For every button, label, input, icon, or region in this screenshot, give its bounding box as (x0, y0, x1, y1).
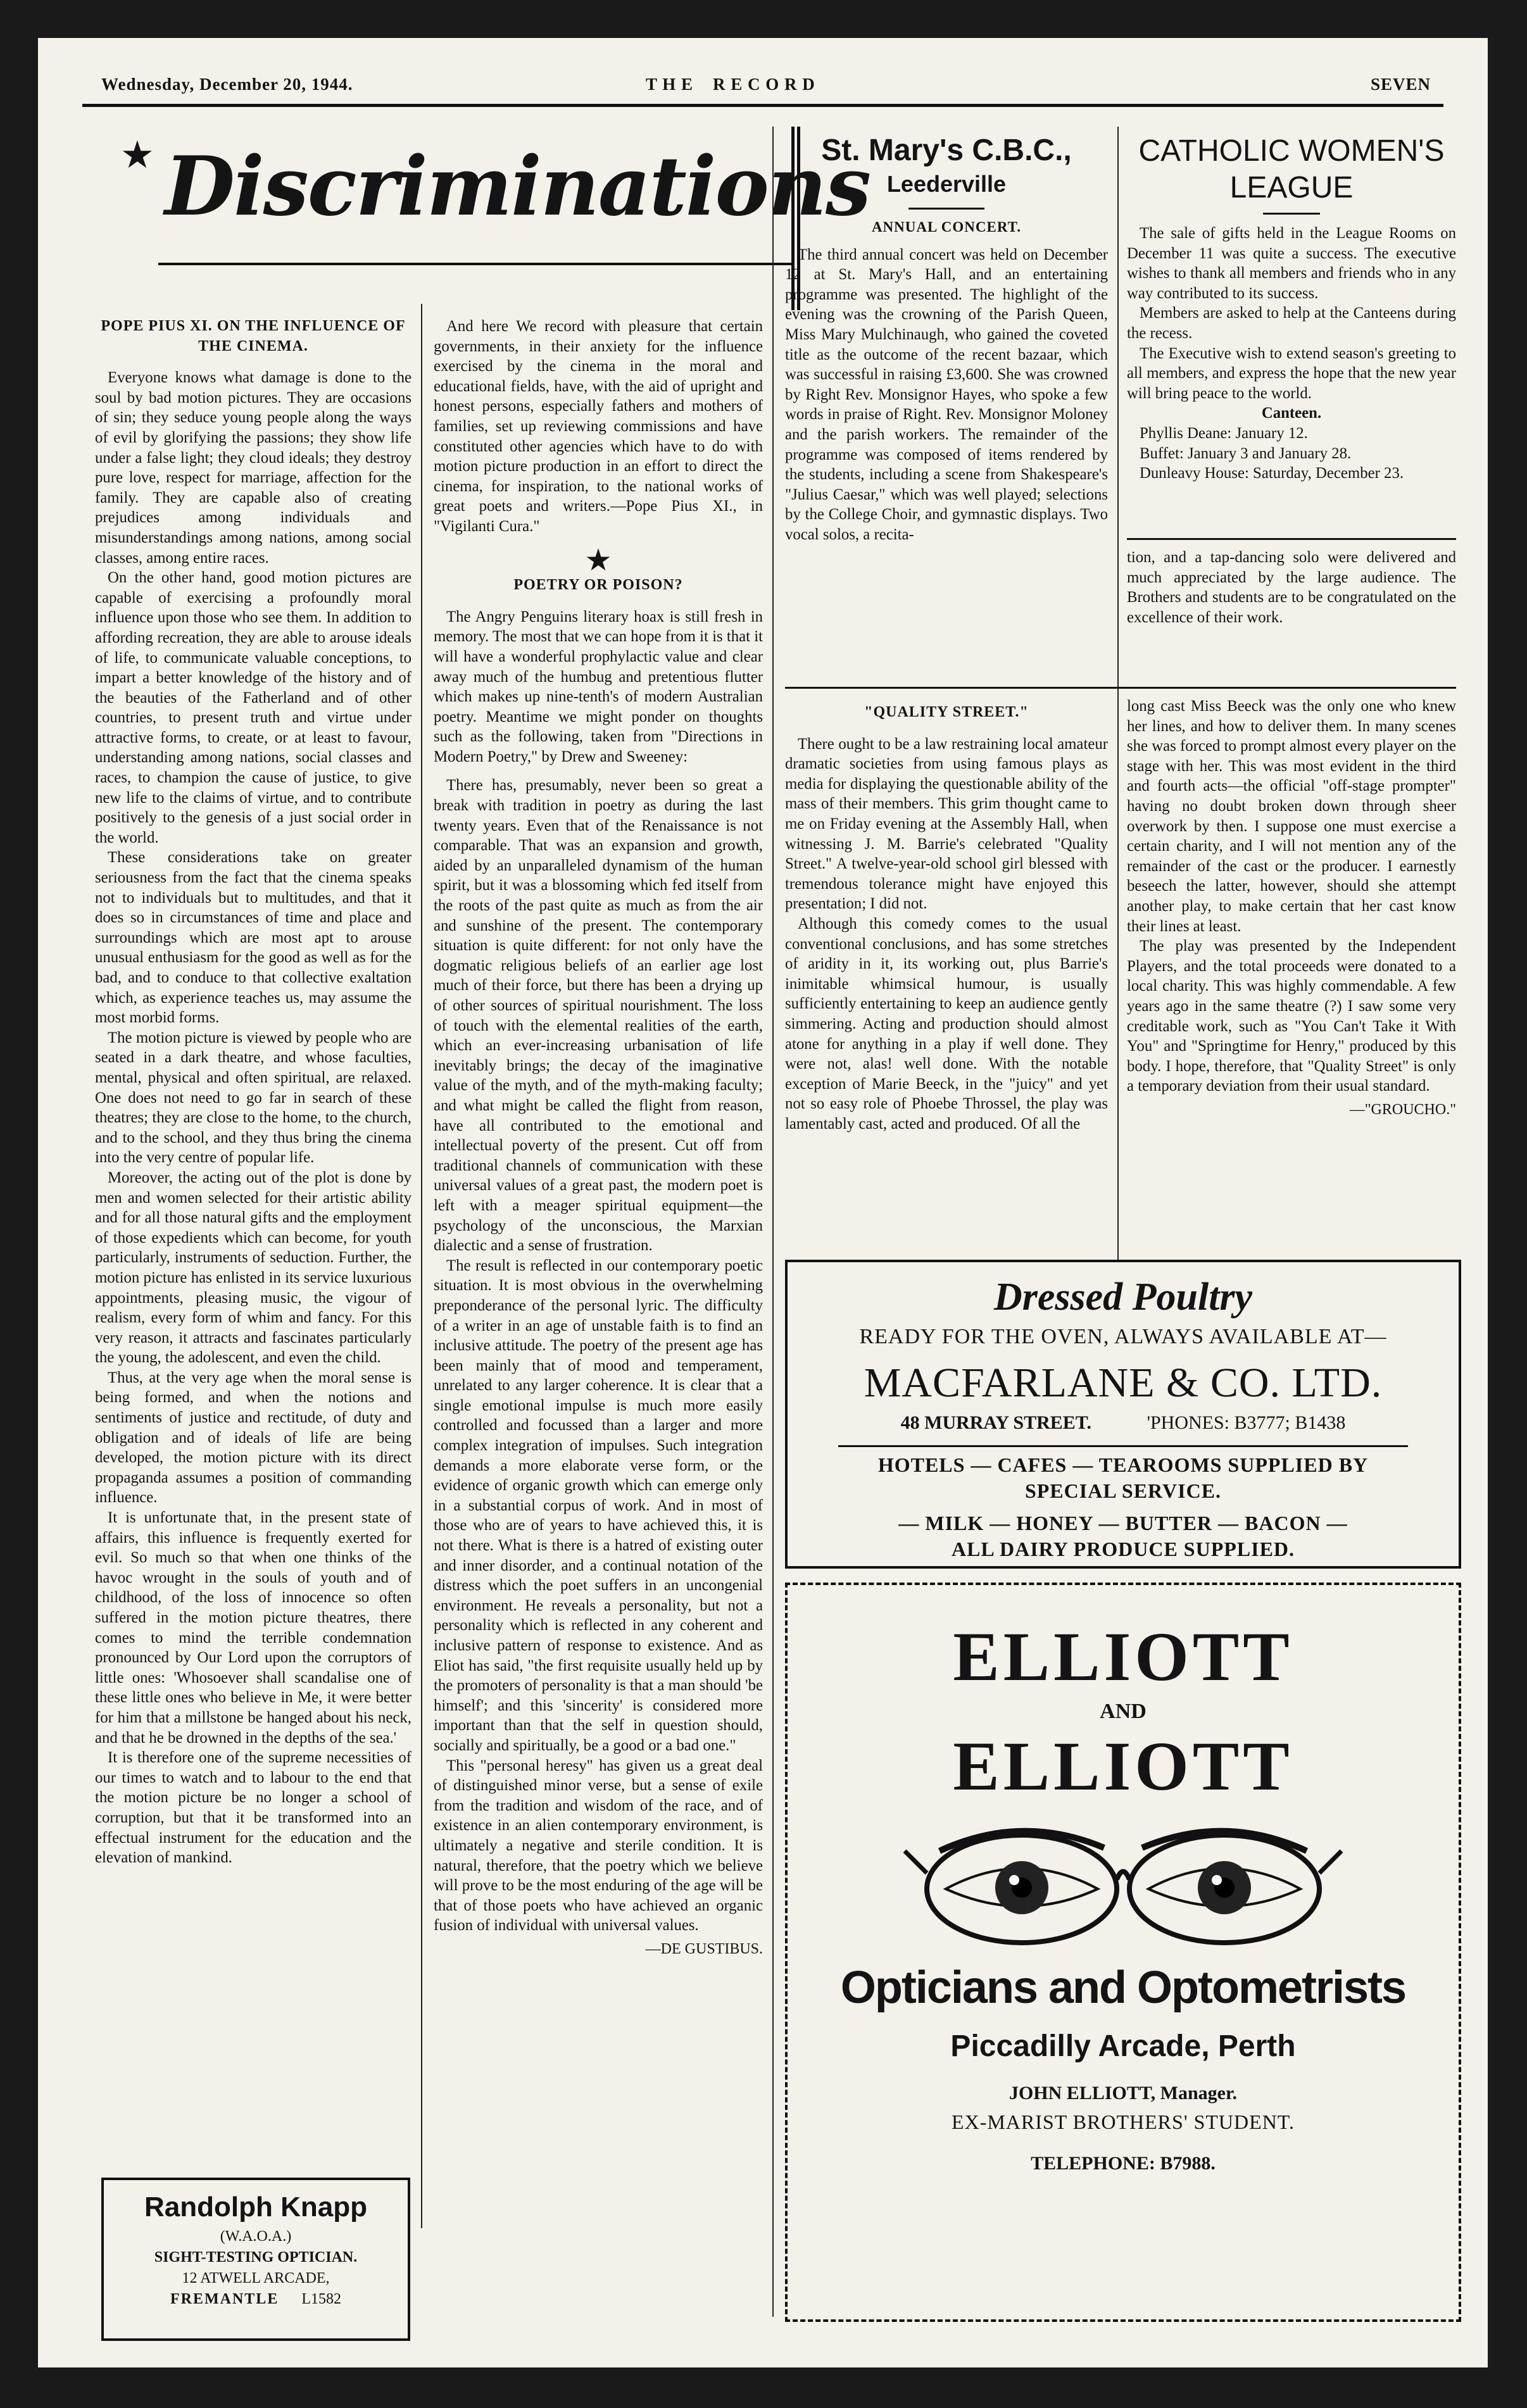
banner-title: Discriminations (165, 139, 870, 234)
cwl-title: CATHOLIC WOMEN'S LEAGUE (1138, 134, 1445, 204)
column-divider (1117, 127, 1119, 1266)
elliott-student: EX-MARIST BROTHERS' STUDENT. (952, 2110, 1295, 2133)
elliott-location: Piccadilly Arcade, Perth (950, 2029, 1296, 2063)
poultry-phones: 'PHONES: B3777; B1438 (1147, 1412, 1346, 1433)
poultry-line: ALL DAIRY PRODUCE SUPPLIED. (951, 1538, 1295, 1560)
elliott-ad (785, 1583, 1461, 2322)
elliott-name: ELLIOTT (953, 1728, 1293, 1805)
poultry-line: — MILK — HONEY — BUTTER — BACON — (898, 1512, 1348, 1534)
cinema-heading: POPE PIUS XI. ON THE INFLUENCE OF THE CINEMA. (101, 318, 406, 354)
section-rule (1127, 538, 1456, 540)
paper-title: T H E R E C O R D (646, 75, 815, 94)
cinema-article-col1 (95, 317, 412, 2222)
cinema-paragraph: And here We record with pleasure that certain governments, in their anxiety for the influence exercised by the cinema in the moral and educational fields, have, with the aid of upright and honest persons, especially fathers and mothers of families, set up reviewing commissions and have constituted other agencies which have to do with motion picture production in an effort to direct the cinema, for inspiration, to the national works of great poets and writers.—Pope Pius XI., in "Vigilanti Cura." (434, 318, 763, 535)
elliott-trade: Opticians and Optometrists (840, 1962, 1406, 2013)
newspaper-page (38, 38, 1488, 2367)
cinema-paragraph: Everyone knows what damage is done to the soul by bad motion pictures. They are occasions of sin; they seduce young people along the ways of evil by glorifying the passions; they show life under a false light; they cloud ideals; they destroy pure love, respect for marriage, affection for the family. They are capable also of creating prejudices among individuals and misunderstandings among nations, among social classes, among entire races. (95, 369, 412, 567)
poetry-paragraph: This "personal heresy" has given us a great deal of distinguished minor verse, but a sense of exile from the tradition and wisdom of the race, and of existence in an alien contemporary environment, is ultimately a negative and sterile condition. It is natural, therefore, that the poetry which we believe will prove to be the most enduring of the age will be that of those poets who have achieved an organic fusion of individual with universal values. (434, 1757, 763, 1935)
cwl-paragraph: The sale of gifts held in the League Rooms on December 11 was quite a success. The executive wishes to thank all members and friends who in any way contributed to its success. (1127, 225, 1456, 302)
cbc-article (785, 133, 1108, 684)
discriminations-banner (95, 127, 870, 317)
cinema-paragraph: Moreover, the acting out of the plot is done by men and women selected for their artistic ability and for all those natural gifts and the employment of those expedients which can become, for youth particularly, instruments of seduction. Further, the motion picture has enlisted in its service luxurious appointments, pleasing music, the vigour of realism, every form of whim and fancy. For this very reason, it attracts and fascinates particularly the young, the adolescent, and even the child. (95, 1169, 412, 1367)
cwl-canteen-heading: Canteen. (1261, 404, 1322, 422)
poetry-paragraph: The Angry Penguins literary hoax is still fresh in memory. The most that we can hope from it is that it will have a wonderful prophylactic value and clear away much of the humbug and pretentious flutter which makes up nine-tenth's of modern Australian poetry. Meantime we might ponder on thoughts such as the following, taken from "Directions in Modern Poetry," by Drew and Sweeney: (434, 608, 763, 765)
elliott-telephone: TELEPHONE: B7988. (1031, 2153, 1216, 2174)
cbc-continued-text: tion, and a tap-dancing solo were delivered and much appreciated by the large audience. The Brothers and students are to be congratulated on the excellence of their work. (1127, 549, 1456, 626)
knapp-title: SIGHT-TESTING OPTICIAN. (154, 2249, 358, 2266)
cinema-paragraph: These considerations take on greater seriousness from the fact that the cinema speaks not to individuals but to multitudes, and that it does so in circumstances of time and place and surroundings which are most apt to arouse unusual enthusiasm for the good as well as for the bad, and to conduce to that collective exaltation which, as experience teaches us, may assume the most morbid forms. (95, 849, 412, 1027)
cbc-title: St. Mary's C.B.C., (821, 134, 1072, 167)
poetry-paragraph: The result is reflected in our contemporary poetic situation. It is most obvious in the overwhelming preponderance of the personal lyric. The difficulty of a writer in an age of unstable faith is to find an inclusive attitude. The poetry of the present age has been mainly that of mood and temperament, unrelated to any larger coherence. It is clear that a single emotional impulse is much more easily controlled and focussed than a larger and more complex integration of impulses. Such integration demands a more elaborate verse form, or the evidence of organic growth which can emerge only in a substantial corpus of work. And in most of those who are of years to have achieved this, it is not there. What is there is a hatred of existing outer and inner disorder, and a continual notation of the distress which the poet suffers in an uncongenial environment. He reveals a personality, but not a personality which is reflected in any coherent and inclusive pattern of response to existence. And as Eliot has said, "the first requisite usually held up by the promoters of personality is that a man should 'be himself'; and this 'sincerity' is considered more important than that the self in question should, socially and spiritually, be a good or a bad one." (434, 1257, 763, 1754)
elliott-manager: JOHN ELLIOTT, Manager. (1009, 2083, 1238, 2104)
column-b (434, 317, 763, 2342)
knapp-qualification: (W.A.O.A.) (220, 2228, 292, 2245)
column-divider (421, 304, 422, 2228)
issue-date: Wednesday, December 20, 1944. (101, 75, 353, 94)
quality-paragraph: Although this comedy comes to the usual conventional conclusions, and has some stretches of aridity in it, its working out, plus Barrie's inimitable whimsical humour, is usually sufficiently entertaining to keep an audience gently simmering. Acting and production should almost atone for anything in a play if well done. They were not, alas! well done. With the notable exception of Marie Beeck, in the "juicy" and yet not so easy role of Phoebe Throssel, the play was lamentably cast, acted and produced. Of all the (785, 915, 1108, 1132)
elliott-name: ELLIOTT (953, 1618, 1293, 1695)
poultry-rule (838, 1445, 1408, 1447)
cwl-canteen-item: Phyllis Deane: January 12. (1140, 424, 1308, 442)
poultry-line: SPECIAL SERVICE. (1024, 1479, 1222, 1502)
cwl-canteen-item: Dunleavy House: Saturday, December 23. (1140, 465, 1404, 482)
knapp-address: 12 ATWELL ARCADE, (182, 2270, 330, 2286)
quality-paragraph: long cast Miss Beeck was the only one who knew her lines, and how to deliver them. In many scenes she was forced to prompt almost every player on the stage with her. This was most evident in the third and fourth acts—the official "off-stage prompter" having no doubt broken down through sheer overwork by then. I suppose one must exercise a certain charity, and I will not mention any of the remainder of the cast or the producer. I earnestly beseech the latter, however, should she attempt another play, to make certain that her cast know their lines at least. (1127, 698, 1456, 935)
knapp-ad (101, 2178, 410, 2341)
poultry-line: HOTELS — CAFES — TEAROOMS SUPPLIED BY (877, 1453, 1369, 1476)
quality-col2 (1127, 696, 1456, 1253)
poultry-address: 48 MURRAY STREET. (900, 1412, 1092, 1433)
banner-rule (158, 263, 791, 265)
poultry-line: READY FOR THE OVEN, ALWAYS AVAILABLE AT— (859, 1325, 1387, 1348)
poultry-ad (785, 1260, 1461, 1569)
poetry-paragraph: There has, presumably, never been so great a break with tradition in poetry as during the last twenty years. Even that of the Renaissance is not comparable. That was an expansion and growth, aided by an unparalleled dynamism of the human spirit, but it was a blossoming which fed itself from the roots of the past quite as much as from the air and sunshine of the present. The contemporary situation is quite different: for not only have the dogmatic religious beliefs of an earlier age lost much of their force, but there has been a drying up of other sources of spiritual nourishment. The loss of touch with the elemental realities of the earth, which an ever-increasing urbanisation of life inevitably brings; the decay of the imaginative value of the myth, and of the myth-making faculty; and what might be called the flight from reason, have all contributed to the emotional and intellectual poverty of the present. Cut off from traditional channels of communication with these universal values of a great past, the modern poet is left with a meager spiritual equipment—the psychology of the unconscious, the Marxian dialectic and a sense of frustration. (434, 777, 763, 1255)
poultry-title: Dressed Poultry (993, 1276, 1253, 1319)
quality-signature: —"GROUCHO." (1349, 1101, 1456, 1118)
quality-paragraph: There ought to be a law restraining local amateur dramatic societies from using famous plays as media for displaying the questionable ability of the mass of their members. This grim thought came to me on Friday evening at the Assembly Hall, when witnessing J. M. Barrie's celebrated "Quality Street." A twelve-year-old school girl blessed with tremendous tolerance might have enjoyed this presentation; I did not. (785, 735, 1108, 913)
quality-col1 (785, 703, 1108, 1241)
poultry-address-line (788, 1412, 1459, 1434)
cwl-article (1127, 133, 1456, 525)
knapp-town: FREMANTLE (170, 2291, 279, 2307)
quality-paragraph: The play was presented by the Independent Players, and the total proceeds were donated to a local charity. This was highly commendable. A few years ago in the same theatre (?) I saw some very creditable work, such as "You Can't Take it With You" and "Springtime for Henry," produced by this body. I hope, therefore, that "Quality Street" is only a temporary deviation from their usual standard. (1127, 937, 1456, 1095)
cwl-paragraph: The Executive wish to extend season's greeting to all members, and express the hope that the new year will bring peace to the world. (1127, 344, 1456, 402)
knapp-phone: L1582 (301, 2291, 341, 2307)
cinema-paragraph: It is unfortunate that, in the present state of affairs, this influence is frequently exerted for evil. So much so that when one thinks of the havoc wrought in the souls of youth and of childhood, of the loss of innocence so often suffered in the motion picture theatres, there comes to mind the terrible condemnation pronounced by Our Lord upon the corruptors of little ones: 'Whosoever shall scandalise one of these little ones who believe in Me, it were better for him that a millstone be hanged about his neck, and that he be drowned in the depths of the sea.' (95, 1509, 412, 1746)
cbc-rule (908, 208, 984, 210)
cbc-subtitle: Leederville (886, 171, 1007, 197)
poetry-heading: POETRY OR POISON? (513, 577, 683, 594)
elliott-and: AND (1100, 1700, 1147, 1723)
quality-heading: "QUALITY STREET." (864, 704, 1029, 720)
cinema-paragraph: Thus, at the very age when the moral sense is being formed, and when the notions and sentiments of justice and rectitude, of duty and obligation and of ideals of life are being developed, the motion picture with its direct propaganda assumes a position of commanding influence. (95, 1369, 412, 1507)
cbc-text: The third annual concert was held on December 12 at St. Mary's Hall, and an entertaining programme was presented. The highlight of the evening was the crowning of the Parish Queen, Miss Mary Mulchinaugh, who gained the coveted title as the outcome of the recent bazaar, which was successful in raising £3,600. She was crowned by Right Rev. Monsignor Hayes, who spoke a few words in praise of Right. Rev. Monsignor Moloney and the parish workers. The remainder of the programme was composed of items rendered by the students, including a scene from Shakespeare's "Julius Caesar," which was well played; selections by the College Choir, and gymnastic displays. Two vocal solos, a recita- (785, 246, 1108, 543)
column-divider (772, 127, 774, 2317)
cinema-paragraph: It is therefore one of the supreme necessities of our times to watch and to labour to the end that the motion picture be no longer a school of corruption, but that it be transformed into an effectual instrument for the education and the elevation of mankind. (95, 1749, 412, 1867)
cwl-canteen-item: Buffet: January 3 and January 28. (1140, 444, 1352, 462)
separator-star-icon: ★ (584, 543, 612, 577)
poultry-company: MACFARLANE & CO. LTD. (864, 1360, 1383, 1406)
cinema-paragraph: The motion picture is viewed by people who are seated in a dark theatre, and whose faculties, mental, physical and often spiritual, are relaxed. One does not need to go far in search of these theatres; they are close to the home, to the church, and to the school, and they thus bring the cinema into the very centre of popular life. (95, 1029, 412, 1167)
cinema-paragraph: On the other hand, good motion pictures are capable of exercising a profoundly moral influence upon those who see them. In addition to affording recreation, they are able to arouse ideals of life, to communicate valuable conceptions, to impart a better knowledge of the history and of the beauties of the Fatherland and of other countries, to present truth and virtue under attractive forms, to create, or at least to favour, understanding among nations, social classes and races, to champion the cause of justice, to give new life to the claims of virtue, and to contribute positively to the genesis of a just social order in the world. (95, 569, 412, 846)
knapp-town-line (104, 2291, 408, 2308)
eyes-spectacles-icon (902, 1813, 1345, 1952)
cwl-rule (1263, 213, 1320, 215)
page-number: SEVEN (1370, 75, 1431, 94)
cbc-subheading: ANNUAL CONCERT. (871, 219, 1022, 235)
cbc-continued (1127, 548, 1456, 674)
header-rule (82, 104, 1443, 107)
knapp-name: Randolph Knapp (144, 2192, 367, 2223)
banner-star-icon: ★ (120, 134, 154, 176)
section-rule (785, 687, 1456, 689)
cwl-paragraph: Members are asked to help at the Canteens during the recess. (1127, 304, 1456, 342)
poetry-signature: —DE GUSTIBUS. (645, 1940, 763, 1957)
